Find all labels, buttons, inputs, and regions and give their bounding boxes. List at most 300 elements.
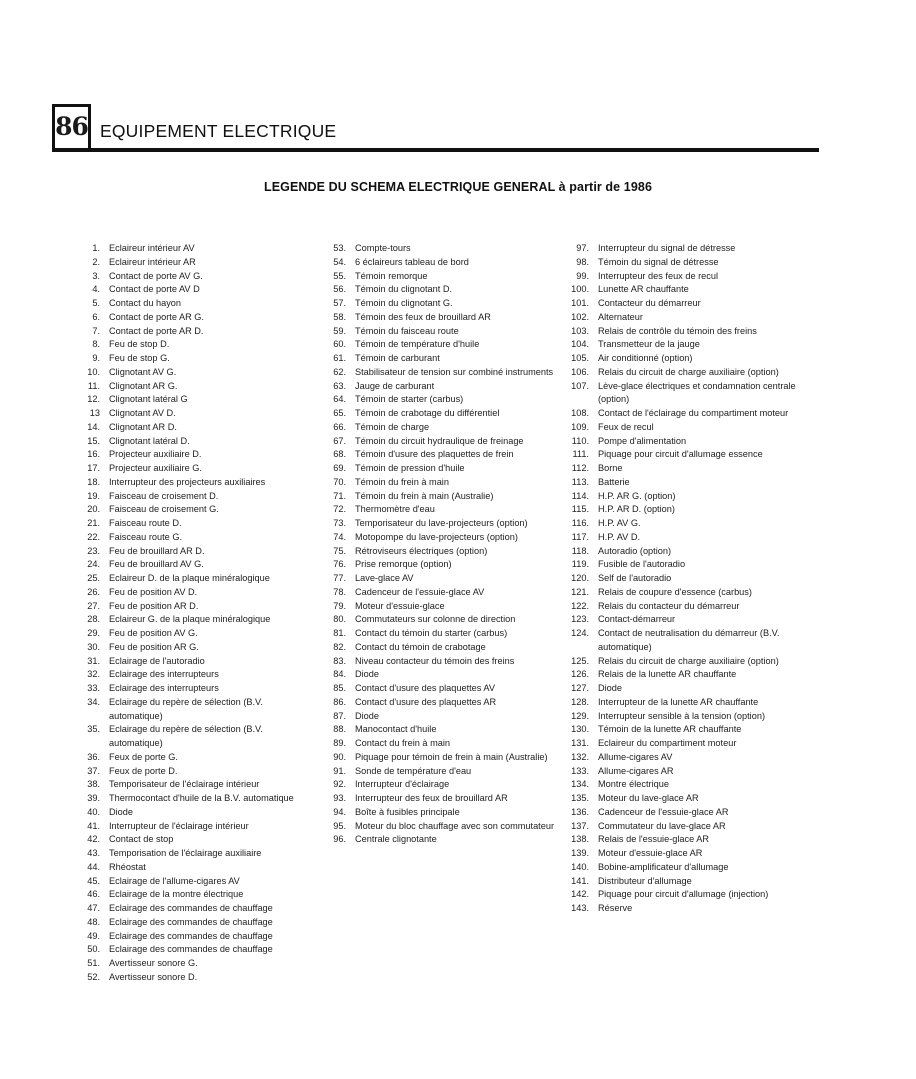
legend-item-number: 93. <box>333 793 346 803</box>
legend-item-label: Relais de coupure d'essence (carbus) <box>598 586 752 597</box>
legend-item-number: 9. <box>92 353 100 363</box>
legend-item-label: Eclaireur G. de la plaque minéralogique <box>109 614 271 625</box>
legend-item <box>82 558 312 572</box>
legend-item-label: Clignotant AV D. <box>109 408 176 418</box>
legend-item <box>82 916 312 930</box>
legend-item <box>328 641 560 655</box>
legend-item-label: Clignotant latéral D. <box>109 435 190 446</box>
legend-item-number: 23. <box>87 545 100 556</box>
legend-item-number: 57. <box>333 298 346 308</box>
page-header <box>52 104 819 154</box>
legend-item-label: Distributeur d'allumage <box>598 875 692 886</box>
legend-item-label: Interrupteur du signal de détresse <box>598 243 736 253</box>
legend-item-number: 131. <box>571 738 589 748</box>
legend-item <box>328 490 560 504</box>
legend-item-number: 5. <box>92 298 100 308</box>
legend-item <box>328 503 560 517</box>
legend-item-label: Moteur d'essuie-glace <box>355 600 445 611</box>
legend-item-number: 125. <box>571 655 589 666</box>
legend-item-number: 81. <box>333 628 346 638</box>
legend-item-number: 64. <box>333 394 346 405</box>
legend-item-label: Diode <box>355 710 380 721</box>
legend-item-label: Interrupteur des projecteurs auxiliaires <box>109 476 266 487</box>
legend-item-number: 82. <box>333 641 346 652</box>
legend-item-number: 31. <box>87 655 100 666</box>
legend-item-label: Feux de porte G. <box>109 751 178 762</box>
legend-item-label: Diode <box>355 669 380 680</box>
legend-item <box>82 930 312 944</box>
legend-item-number: 121. <box>571 586 589 597</box>
legend-item-number: 39. <box>87 793 100 803</box>
legend-item <box>565 833 805 847</box>
legend-item-number: 53. <box>333 243 346 253</box>
legend-item-label: Témoin de la lunette AR chauffante <box>598 724 742 735</box>
legend-item <box>565 696 805 710</box>
legend-item <box>565 902 805 916</box>
legend-item <box>82 806 312 820</box>
legend-item-number: 132. <box>571 751 589 762</box>
legend-item <box>328 421 560 435</box>
legend-item <box>82 311 312 325</box>
legend-item-number: 58. <box>333 311 346 322</box>
legend-item-number: 124. <box>571 628 589 638</box>
legend-item <box>328 531 560 545</box>
legend-item <box>565 806 805 820</box>
legend-item <box>82 256 312 270</box>
legend-item-label: Temporisation de l'éclairage auxiliaire <box>109 848 262 858</box>
legend-item <box>82 765 312 779</box>
legend-title: LEGENDE DU SCHEMA ELECTRIQUE GENERAL à partir de 1986 <box>263 180 652 194</box>
legend-item-label: Manocontact d'huile <box>355 724 437 735</box>
legend-item-number: 47. <box>87 903 100 913</box>
legend-item-number: 1. <box>92 243 100 253</box>
legend-item-number: 68. <box>333 449 346 460</box>
legend-item-number: 105. <box>571 353 589 363</box>
legend-item-label: Contact d'usure des plaquettes AR <box>355 696 497 707</box>
legend-item <box>565 861 805 875</box>
legend-item <box>82 490 312 504</box>
legend-item-label: Temporisateur de l'éclairage intérieur <box>109 779 260 790</box>
legend-item <box>82 655 312 669</box>
legend-item <box>82 957 312 971</box>
legend-item-number: 84. <box>333 669 346 680</box>
legend-item <box>328 448 560 462</box>
legend-item-label: Interrupteur de l'éclairage intérieur <box>109 820 249 831</box>
legend-item-number: 80. <box>333 614 346 625</box>
legend-item-number: 60. <box>333 339 346 350</box>
legend-item-label: H.P. AR D. (option) <box>598 504 675 515</box>
legend-item-number: 10. <box>87 366 100 377</box>
legend-item <box>328 806 560 820</box>
legend-item-number: 73. <box>333 518 346 528</box>
legend-item-number: 30. <box>87 641 100 652</box>
legend-item-number: 44. <box>87 861 100 872</box>
legend-item <box>82 435 312 449</box>
legend-item-number: 101. <box>571 298 589 308</box>
legend-item <box>328 270 560 284</box>
legend-item <box>565 448 805 462</box>
legend-item-label: Faisceau route G. <box>109 531 183 542</box>
legend-item-number: 41. <box>87 820 100 831</box>
legend-item-number: 38. <box>87 779 100 790</box>
legend-item-label: Contacteur du démarreur <box>598 298 701 308</box>
legend-item-label: Témoin de starter (carbus) <box>355 394 464 405</box>
legend-item-number: 65. <box>333 408 346 418</box>
legend-item-label: Eclairage des interrupteurs <box>109 669 219 680</box>
legend-item-number: 112. <box>571 463 589 473</box>
legend-item <box>565 435 805 449</box>
legend-item <box>565 723 805 737</box>
legend-item <box>328 723 560 737</box>
legend-item <box>328 311 560 325</box>
legend-item-number: 34. <box>87 696 100 707</box>
legend-item <box>82 297 312 311</box>
legend-item-number: 104. <box>571 339 589 350</box>
page-number: 86 <box>52 104 91 148</box>
legend-item-number: 142. <box>571 889 589 900</box>
legend-item-label: Projecteur auxiliaire G. <box>109 463 202 473</box>
legend-item-number: 103. <box>571 325 589 336</box>
legend-item-label: Prise remorque (option) <box>355 559 452 570</box>
legend-item-label: Piquage pour témoin de frein à main (Australie) <box>355 751 548 762</box>
legend-item-label: Air conditionné (option) <box>598 353 693 363</box>
legend-item-number: 143. <box>571 903 589 913</box>
legend-item <box>565 710 805 724</box>
legend-item-label: Commutateur du lave-glace AR <box>598 820 726 831</box>
legend-item-number: 8. <box>92 339 100 350</box>
legend-item-number: 2. <box>92 256 100 267</box>
legend-item-label: Allume-cigares AV <box>598 751 673 762</box>
legend-item-label: Contact de l'éclairage du compartiment moteur <box>598 408 789 418</box>
legend-item-label: Contact de stop <box>109 834 174 845</box>
legend-item-number: 56. <box>333 284 346 295</box>
legend-item <box>82 861 312 875</box>
legend-item-label: Lunette AR chauffante <box>598 284 689 295</box>
legend-item-number: 129. <box>571 710 589 721</box>
legend-item-number: 32. <box>87 669 100 680</box>
legend-item-label: Relais de la lunette AR chauffante <box>598 669 737 680</box>
legend-item-number: 137. <box>571 820 589 831</box>
legend-item-label: Autoradio (option) <box>598 545 672 556</box>
legend-item-label: Témoin de carburant <box>355 353 440 363</box>
legend-item-number: 27. <box>87 600 100 611</box>
legend-item <box>328 778 560 792</box>
legend-item <box>565 778 805 792</box>
legend-item-label: Faisceau route D. <box>109 518 182 528</box>
legend-item <box>565 765 805 779</box>
legend-item-number: 70. <box>333 476 346 487</box>
legend-item <box>82 847 312 861</box>
legend-item-label: Borne <box>598 463 623 473</box>
legend-item <box>82 448 312 462</box>
legend-item-label: Feu de position AV D. <box>109 586 198 597</box>
legend-item <box>565 751 805 765</box>
legend-item-label: Eclairage des interrupteurs <box>109 683 219 693</box>
legend-item <box>565 847 805 861</box>
legend-item <box>82 366 312 380</box>
legend-item <box>82 820 312 834</box>
legend-item <box>328 600 560 614</box>
legend-item-number: 50. <box>87 944 100 955</box>
legend-item <box>82 751 312 765</box>
legend-item-number: 4. <box>92 284 100 295</box>
legend-item-number: 61. <box>333 353 346 363</box>
legend-item-number: 72. <box>333 504 346 515</box>
legend-item <box>565 297 805 311</box>
legend-item-number: 62. <box>333 366 346 377</box>
legend-item <box>328 792 560 806</box>
legend-item <box>565 338 805 352</box>
legend-item-number: 136. <box>571 806 589 817</box>
legend-item-number: 118. <box>571 545 589 556</box>
legend-item-label: Boîte à fusibles principale <box>355 806 460 817</box>
legend-item-number: 106. <box>571 366 589 377</box>
legend-item-label: Niveau contacteur du témoin des freins <box>355 655 515 666</box>
legend-item <box>328 765 560 779</box>
legend-item-label: Projecteur auxiliaire D. <box>109 449 202 460</box>
legend-item-label: Batterie <box>598 476 630 487</box>
legend-item-label: Eclairage des commandes de chauffage <box>109 930 273 941</box>
legend-item-number: 12. <box>87 394 100 405</box>
legend-item-label: Feu de position AV G. <box>109 628 198 638</box>
legend-item-number: 67. <box>333 435 346 446</box>
legend-item-label: Témoin du clignotant G. <box>355 298 453 308</box>
legend-item-number: 120. <box>571 573 589 583</box>
legend-item-number: 95. <box>333 820 346 831</box>
legend-item-label: Relais de l'essuie-glace AR <box>598 834 710 845</box>
legend-item-label: Commutateurs sur colonne de direction <box>355 614 516 625</box>
legend-item-number: 89. <box>333 738 346 748</box>
legend-column-1 <box>82 242 312 985</box>
legend-item-number: 140. <box>571 861 589 872</box>
legend-item-label: Diode <box>109 806 134 817</box>
legend-item <box>328 380 560 394</box>
legend-item-label: Témoin de crabotage du différentiel <box>355 408 500 418</box>
legend-item-label: Eclairage des commandes de chauffage <box>109 944 273 955</box>
legend-item <box>328 256 560 270</box>
legend-item-number: 54. <box>333 256 346 267</box>
chapter-title: EQUIPEMENT ELECTRIQUE <box>100 121 337 141</box>
legend-item <box>565 490 805 504</box>
legend-item-label: Témoin de pression d'huile <box>355 463 465 473</box>
legend-item <box>82 476 312 490</box>
legend-item-number: 77. <box>333 573 346 583</box>
legend-item-number: 48. <box>87 916 100 927</box>
legend-item-number: 115. <box>571 504 589 515</box>
legend-item <box>328 586 560 600</box>
legend-item-number: 107. <box>571 380 589 391</box>
legend-item-number: 29. <box>87 628 100 638</box>
legend-item-number: 86. <box>333 696 346 707</box>
legend-item-number: 17. <box>87 463 100 473</box>
legend-item <box>82 875 312 889</box>
legend-item-label: Sonde de température d'eau <box>355 765 472 776</box>
legend-item <box>82 325 312 339</box>
legend-item-number: 24. <box>87 559 100 570</box>
legend-item <box>565 737 805 751</box>
legend-item <box>82 641 312 655</box>
legend-item <box>565 421 805 435</box>
legend-item-number: 111. <box>572 449 589 460</box>
legend-item-label: Feu de stop D. <box>109 339 170 350</box>
legend-item <box>82 682 312 696</box>
legend-item-label: Contact de porte AV G. <box>109 270 203 281</box>
legend-item-label: Feu de brouillard AV G. <box>109 559 204 570</box>
legend-item-number: 130. <box>571 724 589 735</box>
legend-item <box>328 545 560 559</box>
legend-item-number: 66. <box>333 421 346 432</box>
legend-item-number: 11. <box>87 380 100 391</box>
legend-item-number: 108. <box>571 408 589 418</box>
legend-item-number: 87. <box>333 710 346 721</box>
legend-item-label: Interrupteur sensible à la tension (option) <box>598 710 766 721</box>
legend-item-number: 49. <box>87 930 100 941</box>
legend-item-number: 14. <box>87 421 100 432</box>
legend-item <box>565 627 805 655</box>
legend-item-label: H.P. AV G. <box>598 518 641 528</box>
legend-item-label: Bobine-amplificateur d'allumage <box>598 861 729 872</box>
legend-item <box>565 311 805 325</box>
legend-item <box>565 283 805 297</box>
legend-item <box>82 545 312 559</box>
legend-item-label: Témoin remorque <box>355 270 428 281</box>
legend-item-number: 100. <box>571 284 589 295</box>
legend-item <box>82 503 312 517</box>
legend-item <box>82 531 312 545</box>
legend-item-number: 3. <box>92 270 100 281</box>
legend-item-label: Lave-glace AV <box>355 573 414 583</box>
legend-item <box>82 902 312 916</box>
legend-item-label: Eclaireur intérieur AR <box>109 256 196 267</box>
legend-item-label: Eclaireur D. de la plaque minéralogique <box>109 573 270 583</box>
legend-item <box>82 971 312 985</box>
legend-item <box>565 517 805 531</box>
legend-item-label: Motopompe du lave-projecteurs (option) <box>355 531 518 542</box>
legend-item <box>328 833 560 847</box>
legend-item-number: 127. <box>571 683 589 693</box>
legend-item-number: 116. <box>571 518 589 528</box>
legend-item <box>565 655 805 669</box>
legend-item-number: 114. <box>571 490 589 501</box>
legend-item-label: Réserve <box>598 903 633 913</box>
legend-item-label: Interrupteur d'éclairage <box>355 779 450 790</box>
legend-item <box>82 723 312 751</box>
legend-item-label: Rhéostat <box>109 861 146 872</box>
legend-item-label: Avertisseur sonore D. <box>109 971 198 982</box>
legend-item-number: 94. <box>333 806 346 817</box>
legend-item-label: Piquage pour circuit d'allumage (injection) <box>598 889 769 900</box>
legend-item-label: Feux de recul <box>598 421 654 432</box>
legend-item <box>82 338 312 352</box>
legend-item <box>82 627 312 641</box>
legend-item-label: Témoin du frein à main (Australie) <box>355 490 494 501</box>
legend-item <box>328 242 560 256</box>
legend-item-label: Eclairage du repère de sélection (B.V. automatique) <box>109 724 263 748</box>
legend-item-label: Interrupteur des feux de brouillard AR <box>355 793 508 803</box>
legend-item-label: Témoin de charge <box>355 421 430 432</box>
legend-item-label: Clignotant AV G. <box>109 366 177 377</box>
legend-item-number: 25. <box>87 573 100 583</box>
legend-item-number: 138. <box>571 834 589 845</box>
legend-item-number: 52. <box>87 971 100 982</box>
legend-item-number: 123. <box>571 614 589 625</box>
legend-item-label: Feu de stop G. <box>109 353 170 363</box>
legend-item <box>82 407 312 421</box>
legend-item-label: Moteur du lave-glace AR <box>598 793 699 803</box>
legend-item-label: Avertisseur sonore G. <box>109 958 198 968</box>
legend-item-label: 6 éclaireurs tableau de bord <box>355 256 469 267</box>
legend-item-label: Piquage pour circuit d'allumage essence <box>598 449 763 460</box>
legend-item <box>328 283 560 297</box>
header-rule <box>52 148 819 152</box>
legend-item-label: Allume-cigares AR <box>598 765 674 776</box>
legend-item-number: 113. <box>571 476 589 487</box>
legend-item-number: 19. <box>87 490 100 501</box>
legend-item <box>82 888 312 902</box>
legend-item-label: Transmetteur de la jauge <box>598 339 700 350</box>
legend-item-label: Moteur d'essuie-glace AR <box>598 848 703 858</box>
legend-item <box>565 366 805 380</box>
legend-item-label: Contact du témoin du starter (carbus) <box>355 628 508 638</box>
legend-item <box>565 668 805 682</box>
legend-item-label: Eclairage des commandes de chauffage <box>109 916 273 927</box>
legend-item <box>565 242 805 256</box>
legend-item-number: 51. <box>87 958 100 968</box>
legend-column-3 <box>565 242 805 916</box>
legend-item-label: Eclairage de l'allume-cigares AV <box>109 875 240 886</box>
legend-item <box>328 613 560 627</box>
legend-item-label: Relais du circuit de charge auxiliaire (option) <box>598 655 779 666</box>
legend-item-number: 90. <box>333 751 346 762</box>
legend-item-label: Interrupteur de la lunette AR chauffante <box>598 696 759 707</box>
legend-item <box>328 572 560 586</box>
legend-item <box>82 943 312 957</box>
legend-item-number: 99. <box>576 270 589 281</box>
legend-item <box>565 476 805 490</box>
legend-item-number: 119. <box>571 559 589 570</box>
legend-item-label: Feu de brouillard AR D. <box>109 545 205 556</box>
legend-item-number: 35. <box>87 724 100 735</box>
legend-item-number: 102. <box>571 311 589 322</box>
legend-item <box>82 668 312 682</box>
legend-item-number: 43. <box>87 848 100 858</box>
legend-item-label: Faisceau de croisement G. <box>109 504 219 515</box>
legend-item-label: Témoin du signal de détresse <box>598 256 719 267</box>
legend-item <box>328 476 560 490</box>
legend-item-number: 69. <box>333 463 346 473</box>
legend-item-number: 133. <box>571 765 589 776</box>
legend-item-number: 97. <box>576 243 589 253</box>
legend-item <box>328 352 560 366</box>
legend-item <box>565 558 805 572</box>
legend-item <box>328 338 560 352</box>
legend-item-label: Compte-tours <box>355 243 411 253</box>
legend-item-number: 76. <box>333 559 346 570</box>
legend-item <box>328 737 560 751</box>
legend-item-label: Témoin du clignotant D. <box>355 284 453 295</box>
legend-item-number: 126. <box>571 669 589 680</box>
legend-item-number: 46. <box>87 889 100 900</box>
legend-item <box>565 380 805 408</box>
legend-item <box>565 503 805 517</box>
legend-item-label: Clignotant latéral G <box>109 394 188 405</box>
legend-column-2 <box>328 242 560 847</box>
legend-item-number: 26. <box>87 586 100 597</box>
legend-item-label: Témoin du faisceau route <box>355 325 459 336</box>
legend-item-label: Contact-démarreur <box>598 614 676 625</box>
legend-item-label: Cadenceur de l'essuie-glace AR <box>598 806 729 817</box>
legend-item <box>82 462 312 476</box>
